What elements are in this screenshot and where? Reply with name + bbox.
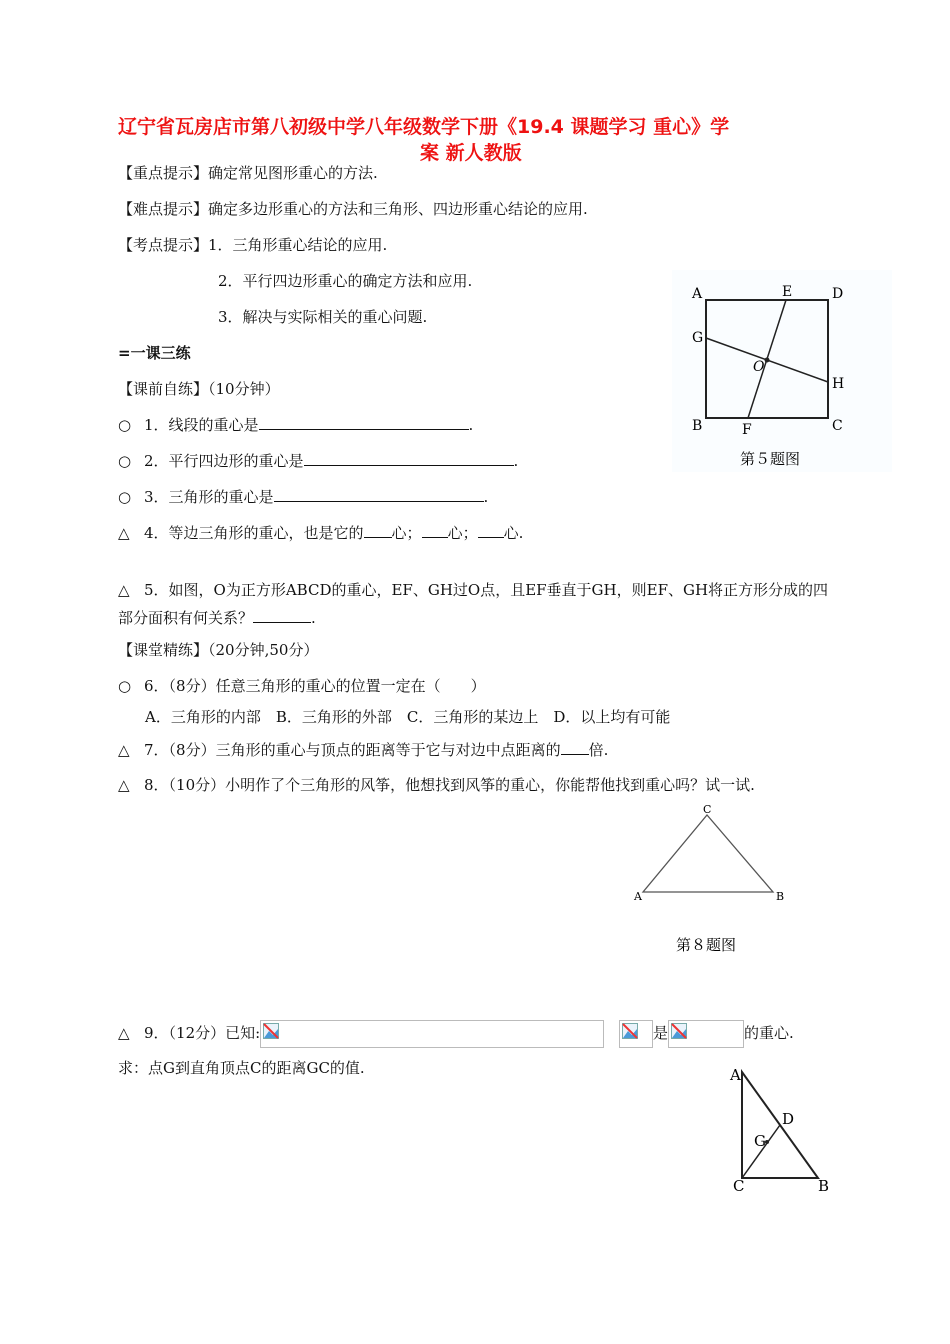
q1-end: .: [468, 416, 474, 434]
circle-icon: ○: [118, 677, 132, 695]
square-diagram: [672, 270, 892, 472]
label-c: C: [703, 803, 712, 816]
q3-text: 3．三角形的重心是: [144, 488, 274, 506]
q2-end: .: [513, 452, 519, 470]
label-b: B: [776, 890, 785, 903]
triangle-diagram: [630, 802, 790, 962]
circle-icon: ○: [118, 488, 132, 506]
exam-hint: 【考点提示】1．三角形重心结论的应用.: [118, 236, 388, 254]
q2-text: 2．平行四边形的重心是: [144, 452, 304, 470]
pre-class-header: 【课前自练】（10分钟）: [118, 380, 280, 398]
question-5: [118, 580, 828, 600]
figure-9: [722, 1060, 832, 1196]
question-8: [118, 775, 755, 795]
q7-text: 7．（8分）三角形的重心与顶点的距离等于它与对边中点距离的: [144, 741, 561, 759]
question-5-cont: [118, 608, 316, 628]
question-7: [118, 740, 608, 760]
q3-end: .: [483, 488, 489, 506]
missing-image: [668, 1020, 744, 1048]
figure-8-caption: 第８题图: [676, 936, 737, 954]
q4-part2: 心；: [447, 524, 478, 542]
q5-line2: 部分面积有何关系？: [118, 609, 254, 627]
section-heading: =一课三练: [118, 344, 191, 362]
answer-blank[interactable]: [478, 523, 504, 538]
label-c: C: [733, 1177, 745, 1195]
q5-end: .: [311, 609, 316, 627]
missing-image: [619, 1020, 653, 1048]
exam-hint-2: 2．平行四边形重心的确定方法和应用.: [218, 272, 473, 290]
broken-image-icon: [263, 1023, 279, 1039]
label-d: D: [782, 1110, 795, 1128]
figure-5-caption: 第５题图: [740, 450, 801, 468]
answer-blank[interactable]: [253, 608, 311, 623]
q7-end: 倍.: [588, 741, 609, 759]
missing-image: [260, 1020, 604, 1048]
q4-part3: 心.: [503, 524, 524, 542]
label-h: H: [832, 376, 845, 392]
label-b: B: [818, 1177, 830, 1195]
label-a: A: [730, 1066, 741, 1084]
broken-image-icon: [671, 1023, 687, 1039]
answer-blank[interactable]: [274, 487, 484, 502]
broken-image-icon: [622, 1023, 638, 1039]
triangle-icon: △: [118, 581, 130, 599]
label-a: A: [634, 890, 642, 903]
label-c: C: [832, 418, 843, 434]
question-4: [118, 523, 523, 543]
q4-part1: 心；: [391, 524, 422, 542]
question-2: [118, 451, 518, 471]
triangle-icon: △: [118, 776, 130, 794]
q8-text: 8．（10分）小明作了个三角形的风筝，他想找到风筝的重心，你能帮他找到重心吗？试一试.: [144, 776, 755, 794]
question-9: [118, 1020, 794, 1050]
label-d: D: [832, 286, 844, 302]
label-g: G: [754, 1132, 766, 1150]
label-b: B: [692, 418, 703, 434]
triangle-icon: △: [118, 1024, 130, 1042]
label-o: O: [753, 359, 765, 375]
q6-text: 6．（8分）任意三角形的重心的位置一定在（ ）: [144, 677, 486, 695]
label-g: G: [692, 330, 704, 346]
triangle-icon: △: [118, 524, 130, 542]
answer-blank[interactable]: [561, 740, 589, 755]
in-class-header: 【课堂精练】（20分钟,50分）: [118, 641, 319, 659]
doc-title-line2: 案 新人教版: [420, 142, 522, 164]
q9-text: 9．（12分）已知:: [144, 1024, 261, 1042]
answer-blank[interactable]: [364, 523, 392, 538]
label-a: A: [692, 286, 703, 302]
q9-is: 是: [652, 1024, 668, 1042]
q1-text: 1．线段的重心是: [144, 416, 259, 434]
q6-options: A．三角形的内部 B．三角形的外部 C．三角形的某边上 D．以上均有可能: [145, 708, 671, 726]
answer-blank[interactable]: [422, 523, 448, 538]
answer-blank[interactable]: [304, 451, 514, 466]
right-triangle-diagram: [722, 1060, 832, 1196]
triangle-icon: △: [118, 741, 130, 759]
key-hint: 【重点提示】确定常见图形重心的方法.: [118, 164, 378, 182]
difficult-hint: 【难点提示】确定多边形重心的方法和三角形、四边形重心结论的应用.: [118, 200, 588, 218]
doc-title-line1: 辽宁省瓦房店市第八初级中学八年级数学下册《19.4 课题学习 重心》学: [118, 116, 730, 138]
circle-icon: ○: [118, 452, 132, 470]
figure-8: [630, 802, 790, 962]
question-3: [118, 487, 488, 507]
q9-end: 的重心.: [743, 1024, 794, 1042]
q4-text: 4．等边三角形的重心，也是它的: [144, 524, 364, 542]
question-1: [118, 415, 473, 435]
answer-blank[interactable]: [259, 415, 469, 430]
figure-5: [672, 270, 892, 472]
label-f: F: [742, 422, 752, 438]
label-e: E: [782, 284, 793, 300]
circle-icon: ○: [118, 416, 132, 434]
exam-hint-3: 3．解决与实际相关的重心问题.: [218, 308, 428, 326]
q9-line2: 求：点G到直角顶点C的距离GC的值.: [118, 1059, 365, 1077]
question-6: [118, 676, 486, 696]
q5-line1: 5．如图，O为正方形ABCD的重心，EF、GH过O点，且EF垂直于GH，则EF、GH将正方形分成的四: [144, 581, 829, 599]
